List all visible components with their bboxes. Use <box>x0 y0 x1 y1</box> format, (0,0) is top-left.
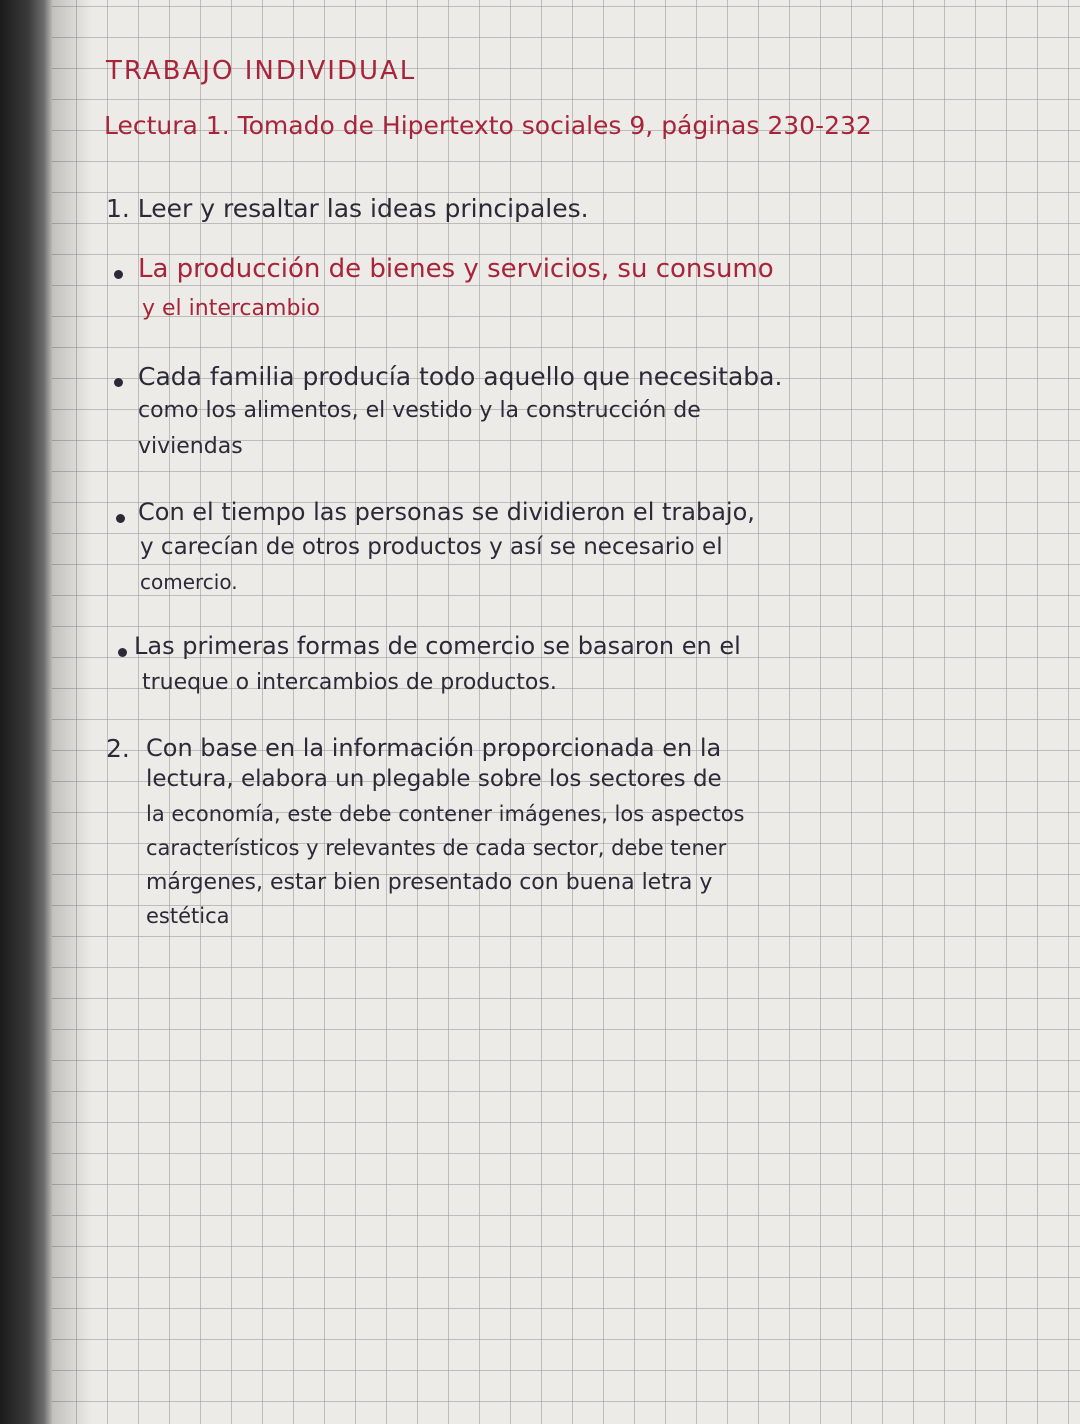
task-2-line-4: característicos y relevantes de cada sector, debe tener <box>146 836 727 860</box>
idea-4-line-1: Las primeras formas de comercio se basaron en el <box>134 632 741 660</box>
task-1-instruction: 1. Leer y resaltar las ideas principales. <box>106 194 589 223</box>
task-2-line-6: estética <box>146 904 230 928</box>
task-2-line-5: márgenes, estar bien presentado con buena letra y <box>146 870 713 895</box>
page-gutter-shadow <box>52 0 92 1424</box>
idea-4-line-2: trueque o intercambios de productos. <box>142 670 557 695</box>
task-2-line-2: lectura, elabora un plegable sobre los sectores de <box>146 766 722 792</box>
idea-1-line-2: y el intercambio <box>142 296 320 321</box>
idea-2-bullet <box>114 378 123 387</box>
task-2-line-1: Con base en la información proporcionada en la <box>146 734 722 762</box>
idea-1-line-1: La producción de bienes y servicios, su consumo <box>138 254 774 284</box>
idea-3-line-2: y carecían de otros productos y así se necesario el <box>140 534 723 560</box>
task-2-line-3: la economía, este debe contener imágenes, los aspectos <box>146 802 745 826</box>
idea-3-line-3: comercio. <box>140 570 238 594</box>
idea-1-bullet <box>114 270 123 279</box>
idea-2-line-3: viviendas <box>138 434 243 459</box>
page-title: TRABAJO INDIVIDUAL <box>106 56 417 86</box>
reading-reference: Lectura 1. Tomado de Hipertexto sociales 9, páginas 230-232 <box>104 111 872 140</box>
idea-2-line-2: como los alimentos, el vestido y la construcción de <box>138 398 701 423</box>
idea-3-line-1: Con el tiempo las personas se dividieron el trabajo, <box>138 498 755 526</box>
notebook-binding <box>0 0 52 1424</box>
idea-3-bullet <box>116 514 125 523</box>
idea-4-bullet <box>118 648 127 657</box>
task-2-number: 2. <box>106 734 130 763</box>
idea-2-line-1: Cada familia producía todo aquello que necesitaba. <box>138 362 783 391</box>
